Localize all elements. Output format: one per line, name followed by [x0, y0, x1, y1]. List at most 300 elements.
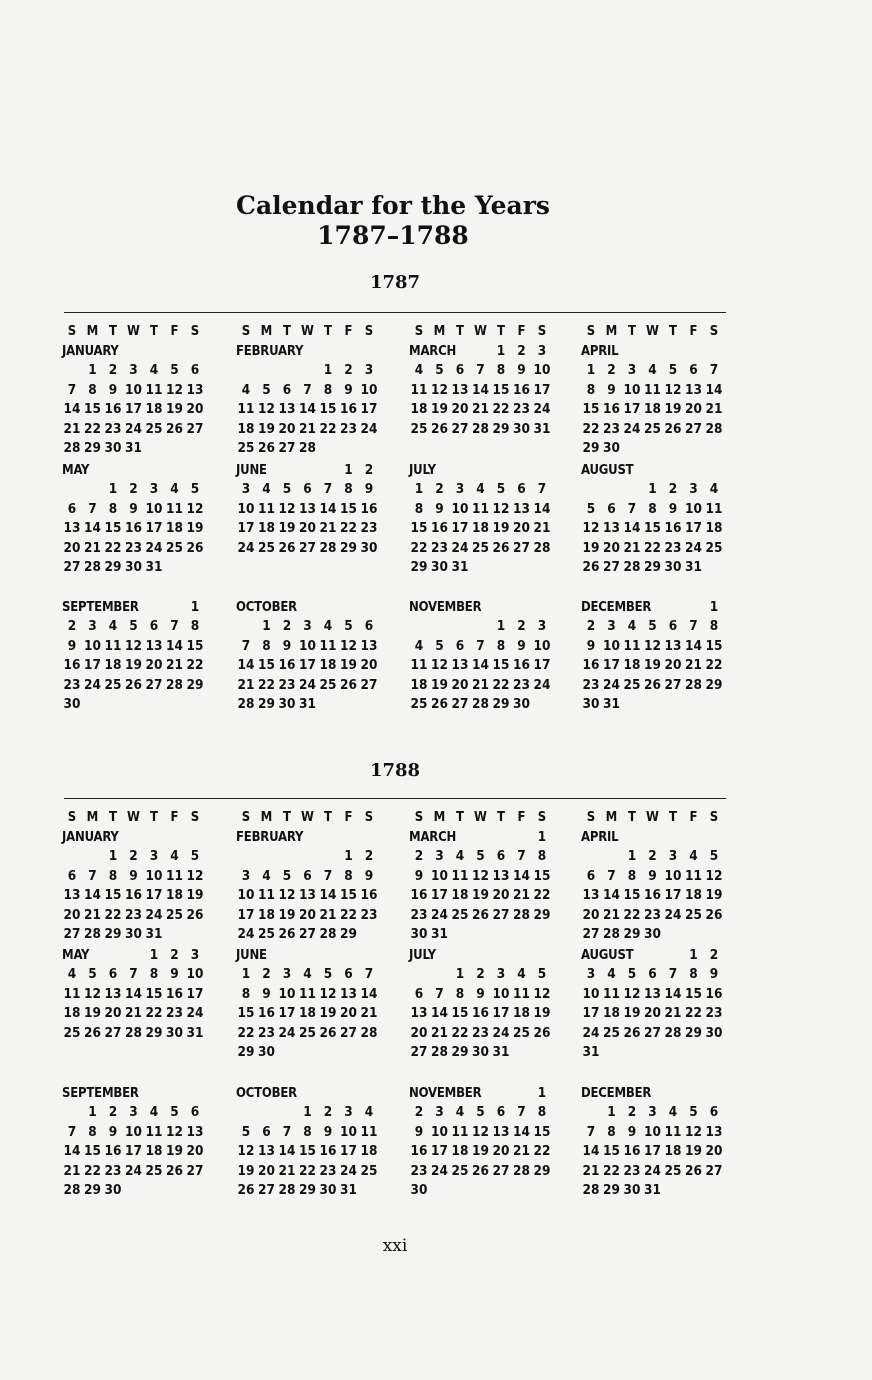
- day-number: 20: [145, 657, 163, 673]
- day-number: 22: [644, 539, 661, 556]
- day-number: 27: [299, 926, 316, 942]
- day-number: 25: [410, 696, 428, 712]
- weekday-label: S: [709, 324, 719, 339]
- week-row: [581, 695, 731, 715]
- day-number: 1: [190, 598, 200, 615]
- day-number: 31: [431, 926, 448, 942]
- week-row: [236, 925, 386, 945]
- day-number: 10: [451, 500, 469, 517]
- day-number: 4: [414, 637, 424, 654]
- day-number: 18: [410, 676, 428, 693]
- day-number: 5: [262, 381, 271, 398]
- day-number: 30: [582, 696, 600, 712]
- week-row: [581, 637, 731, 657]
- day-number: 30: [513, 696, 530, 712]
- day-number: 2: [435, 481, 444, 497]
- day-number: 28: [705, 420, 723, 437]
- day-number: 2: [414, 1104, 424, 1120]
- week-row: [409, 381, 559, 401]
- day-number: 29: [582, 440, 600, 456]
- week-row: [62, 381, 212, 401]
- day-number: 8: [648, 500, 657, 517]
- month-may-1788: [62, 946, 212, 1044]
- day-number: 22: [237, 1024, 255, 1041]
- day-number: 25: [258, 926, 275, 942]
- day-number: 17: [685, 520, 702, 536]
- day-number: 13: [258, 1143, 275, 1159]
- day-number: 13: [492, 1123, 510, 1140]
- day-number: 25: [664, 1162, 682, 1179]
- day-number: 26: [125, 676, 142, 693]
- day-number: 23: [582, 676, 600, 693]
- day-number: 1: [455, 966, 465, 982]
- day-number: 16: [513, 657, 530, 673]
- weekday-label: S: [241, 324, 251, 339]
- day-number: 31: [685, 559, 702, 575]
- day-number: 3: [129, 362, 138, 378]
- day-number: 3: [537, 618, 547, 634]
- day-number: 30: [705, 1024, 723, 1041]
- day-number: 5: [709, 848, 719, 864]
- day-number: 29: [340, 539, 357, 556]
- day-number: 8: [241, 985, 251, 1002]
- weekday-label: S: [537, 810, 547, 825]
- day-number: 7: [586, 1123, 596, 1140]
- day-number: 14: [319, 887, 337, 903]
- day-number: 9: [627, 1123, 637, 1140]
- day-number: 28: [319, 539, 337, 556]
- month-name: MARCH: [409, 829, 457, 845]
- day-number: 28: [63, 440, 81, 456]
- day-number: 8: [262, 637, 271, 654]
- day-number: 2: [668, 481, 678, 497]
- weekday-header: [409, 322, 559, 342]
- day-number: 5: [435, 637, 444, 654]
- day-number: 25: [237, 440, 255, 456]
- day-number: 19: [431, 676, 448, 693]
- day-number: 20: [664, 657, 682, 673]
- day-number: 23: [410, 906, 428, 923]
- day-number: 24: [623, 420, 641, 437]
- day-number: 6: [607, 500, 616, 517]
- day-number: 13: [186, 1123, 204, 1140]
- day-number: 20: [299, 520, 316, 536]
- day-number: 25: [705, 539, 723, 556]
- day-number: 15: [104, 520, 122, 536]
- weekday-label: S: [364, 324, 374, 339]
- day-number: 26: [472, 906, 489, 923]
- day-number: 21: [63, 420, 81, 437]
- day-number: 31: [603, 696, 620, 712]
- day-number: 13: [492, 867, 510, 884]
- day-number: 18: [513, 1005, 530, 1021]
- day-number: 16: [582, 657, 600, 673]
- day-number: 30: [603, 440, 620, 456]
- day-number: 30: [431, 559, 448, 575]
- day-number: 21: [319, 520, 337, 536]
- day-number: 19: [237, 1162, 255, 1179]
- day-number: 30: [513, 420, 530, 437]
- day-number: 26: [278, 539, 296, 556]
- week-row: [62, 637, 212, 657]
- day-number: 19: [186, 520, 204, 536]
- day-number: 18: [705, 520, 723, 536]
- day-number: 21: [472, 676, 489, 693]
- month-name: MAY: [62, 462, 90, 478]
- day-number: 23: [63, 676, 81, 693]
- day-number: 8: [88, 1123, 97, 1140]
- day-number: 30: [472, 1044, 489, 1060]
- day-number: 12: [492, 500, 510, 517]
- day-number: 22: [104, 906, 122, 923]
- day-number: 15: [582, 401, 600, 417]
- day-number: 11: [104, 637, 122, 654]
- week-row: [236, 1181, 386, 1201]
- day-number: 12: [186, 500, 204, 517]
- day-number: 14: [166, 637, 183, 654]
- day-number: 14: [623, 520, 641, 536]
- day-number: 12: [340, 637, 357, 654]
- day-number: 21: [299, 420, 316, 437]
- day-number: 27: [603, 559, 620, 575]
- day-number: 22: [582, 420, 600, 437]
- day-number: 11: [360, 1123, 378, 1140]
- day-number: 18: [644, 401, 661, 417]
- week-row: [409, 1142, 559, 1162]
- page-number: xxi: [382, 1236, 408, 1256]
- day-number: 15: [104, 887, 122, 903]
- day-number: 19: [319, 1005, 337, 1021]
- day-number: 8: [323, 381, 333, 398]
- day-number: 6: [668, 618, 678, 634]
- day-number: 7: [689, 618, 698, 634]
- day-number: 21: [623, 539, 641, 556]
- day-number: 14: [84, 520, 101, 536]
- day-number: 10: [603, 637, 620, 654]
- day-number: 10: [431, 867, 448, 884]
- day-number: 9: [517, 637, 526, 654]
- week-row: [236, 985, 386, 1005]
- day-number: 24: [582, 1024, 600, 1041]
- week-row: [236, 886, 386, 906]
- day-number: 10: [278, 985, 296, 1002]
- day-number: 6: [108, 966, 118, 982]
- day-number: 21: [533, 520, 551, 536]
- day-number: 20: [492, 887, 510, 903]
- day-number: 16: [410, 1143, 428, 1159]
- day-number: 7: [170, 618, 179, 634]
- weekday-label: F: [170, 810, 179, 825]
- day-number: 20: [186, 1143, 204, 1159]
- day-number: 15: [533, 1123, 551, 1140]
- day-number: 31: [451, 559, 469, 575]
- week-row: [409, 985, 559, 1005]
- day-number: 3: [364, 362, 374, 378]
- day-number: 11: [603, 985, 620, 1002]
- weekday-label: M: [86, 810, 99, 825]
- day-number: 28: [84, 559, 101, 575]
- day-number: 3: [241, 481, 251, 497]
- week-row: [409, 361, 559, 381]
- day-number: 28: [63, 1182, 81, 1198]
- week-row: [581, 985, 731, 1005]
- day-number: 18: [603, 1005, 620, 1021]
- day-number: 2: [67, 618, 77, 634]
- day-number: 25: [360, 1162, 378, 1179]
- day-number: 19: [685, 1143, 702, 1159]
- day-number: 4: [709, 481, 719, 497]
- day-number: 16: [644, 887, 661, 903]
- week-row: [62, 867, 212, 887]
- day-number: 13: [340, 985, 357, 1002]
- day-number: 15: [603, 1143, 620, 1159]
- weekday-label: T: [283, 810, 291, 825]
- day-number: 22: [533, 1143, 551, 1159]
- day-number: 10: [623, 381, 641, 398]
- day-number: 26: [533, 1024, 551, 1041]
- day-number: 27: [513, 539, 530, 556]
- day-number: 29: [533, 1162, 551, 1179]
- weekday-header: [581, 322, 731, 342]
- day-number: 5: [476, 848, 485, 864]
- day-number: 17: [340, 1143, 357, 1159]
- day-number: 14: [582, 1143, 600, 1159]
- day-number: 16: [603, 401, 620, 417]
- day-number: 18: [319, 657, 337, 673]
- week-row: [581, 480, 731, 500]
- week-row: [581, 656, 731, 676]
- day-number: 5: [344, 618, 353, 634]
- day-number: 5: [537, 966, 547, 982]
- month-name: APRIL: [581, 343, 619, 359]
- week-row: [236, 439, 386, 459]
- day-number: 11: [472, 500, 489, 517]
- day-number: 28: [319, 926, 337, 942]
- week-row: [409, 676, 559, 696]
- week-row: [409, 420, 559, 440]
- day-number: 26: [705, 906, 723, 923]
- day-number: 19: [533, 1005, 551, 1021]
- divider-1787: [64, 312, 726, 313]
- day-number: 20: [513, 520, 530, 536]
- week-row: [581, 965, 731, 985]
- day-number: 15: [340, 887, 357, 903]
- day-number: 20: [340, 1005, 357, 1021]
- day-number: 10: [664, 867, 682, 884]
- day-number: 9: [108, 1123, 118, 1140]
- day-number: 16: [472, 1005, 489, 1021]
- day-number: 1: [262, 618, 271, 634]
- day-number: 14: [84, 887, 101, 903]
- day-number: 10: [360, 381, 378, 398]
- day-number: 15: [258, 657, 275, 673]
- day-number: 20: [63, 539, 81, 556]
- weekday-label: W: [646, 810, 659, 825]
- day-number: 21: [360, 1005, 378, 1021]
- week-row: [236, 965, 386, 985]
- day-number: 1: [627, 848, 637, 864]
- day-number: 24: [84, 676, 101, 693]
- day-number: 2: [344, 362, 353, 378]
- day-number: 17: [237, 520, 255, 536]
- day-number: 1: [586, 362, 596, 378]
- day-number: 31: [145, 926, 163, 942]
- day-number: 26: [340, 676, 357, 693]
- weekday-label: T: [150, 810, 158, 825]
- day-number: 10: [186, 966, 204, 982]
- day-number: 19: [278, 520, 296, 536]
- day-number: 30: [125, 926, 142, 942]
- day-number: 28: [431, 1044, 448, 1060]
- day-number: 31: [125, 440, 142, 456]
- day-number: 17: [299, 657, 316, 673]
- month-january-1788: [62, 808, 212, 945]
- day-number: 16: [63, 657, 81, 673]
- day-number: 29: [299, 1182, 316, 1198]
- day-number: 14: [278, 1143, 296, 1159]
- day-number: 8: [190, 618, 200, 634]
- day-number: 10: [644, 1123, 661, 1140]
- month-march-1788: [409, 808, 559, 945]
- day-number: 28: [472, 696, 489, 712]
- day-number: 14: [705, 381, 723, 398]
- week-row: [409, 500, 559, 520]
- day-number: 20: [258, 1162, 275, 1179]
- month-december-1787: [581, 598, 731, 715]
- day-number: 10: [533, 637, 551, 654]
- week-row: [62, 558, 212, 578]
- week-row: [409, 1043, 559, 1063]
- week-row: [581, 519, 731, 539]
- day-number: 10: [340, 1123, 357, 1140]
- weekday-label: M: [86, 324, 99, 339]
- day-number: 20: [451, 401, 469, 417]
- day-number: 4: [323, 618, 333, 634]
- day-number: 17: [360, 401, 378, 417]
- month-august-1788: [581, 946, 731, 1063]
- day-number: 1: [648, 481, 657, 497]
- day-number: 6: [190, 362, 200, 378]
- day-number: 11: [166, 500, 183, 517]
- day-number: 4: [170, 848, 179, 864]
- week-row: [581, 617, 731, 637]
- day-number: 1: [323, 362, 333, 378]
- day-number: 2: [517, 618, 526, 634]
- day-number: 17: [451, 520, 469, 536]
- day-number: 28: [166, 676, 183, 693]
- month-name: NOVEMBER: [409, 599, 482, 615]
- day-number: 29: [410, 559, 428, 575]
- day-number: 14: [431, 1005, 448, 1021]
- month-november-1787: [409, 598, 559, 715]
- day-number: 12: [166, 1123, 183, 1140]
- weekday-label: S: [709, 810, 719, 825]
- day-number: 28: [125, 1024, 142, 1041]
- day-number: 21: [125, 1005, 142, 1021]
- day-number: 29: [237, 1044, 255, 1060]
- day-number: 13: [582, 887, 600, 903]
- day-number: 7: [88, 867, 97, 884]
- day-number: 2: [323, 1104, 333, 1120]
- day-number: 24: [237, 926, 255, 942]
- day-number: 6: [455, 362, 465, 378]
- month-name: APRIL: [581, 829, 619, 845]
- day-number: 16: [319, 1143, 337, 1159]
- day-number: 18: [104, 657, 122, 673]
- day-number: 3: [435, 1104, 444, 1120]
- week-row: [236, 1162, 386, 1182]
- week-row: [236, 1103, 386, 1123]
- day-number: 27: [664, 676, 682, 693]
- day-number: 2: [709, 946, 719, 963]
- month-october-1787: [236, 598, 386, 715]
- day-number: 30: [623, 1182, 641, 1198]
- weekday-label: F: [689, 324, 698, 339]
- day-number: 2: [648, 848, 657, 864]
- day-number: 31: [492, 1044, 510, 1060]
- day-number: 6: [67, 867, 77, 884]
- day-number: 24: [685, 539, 702, 556]
- day-number: 11: [644, 381, 661, 398]
- day-number: 8: [537, 1104, 547, 1120]
- day-number: 24: [340, 1162, 357, 1179]
- day-number: 20: [492, 1143, 510, 1159]
- day-number: 7: [303, 381, 312, 398]
- weekday-label: T: [669, 810, 677, 825]
- week-row: [581, 1162, 731, 1182]
- day-number: 27: [451, 696, 469, 712]
- weekday-label: M: [433, 324, 446, 339]
- week-row: [236, 500, 386, 520]
- month-name: FEBRUARY: [236, 343, 304, 359]
- day-number: 18: [145, 401, 163, 417]
- month-october-1788: [236, 1084, 386, 1201]
- day-number: 29: [451, 1044, 469, 1060]
- day-number: 1: [108, 481, 118, 497]
- day-number: 27: [685, 420, 702, 437]
- month-april-1788: [581, 808, 731, 945]
- day-number: 30: [125, 559, 142, 575]
- weekday-label: F: [170, 324, 179, 339]
- day-number: 15: [237, 1005, 255, 1021]
- day-number: 4: [627, 618, 637, 634]
- day-number: 21: [603, 906, 620, 923]
- day-number: 26: [492, 539, 510, 556]
- week-row: [62, 676, 212, 696]
- day-number: 13: [705, 1123, 723, 1140]
- day-number: 3: [496, 966, 506, 982]
- day-number: 8: [108, 500, 118, 517]
- day-number: 6: [149, 618, 159, 634]
- day-number: 25: [472, 539, 489, 556]
- day-number: 1: [149, 946, 159, 963]
- week-row: [409, 886, 559, 906]
- day-number: 29: [145, 1024, 163, 1041]
- month-name: SEPTEMBER: [62, 599, 139, 615]
- day-number: 3: [586, 966, 596, 982]
- week-row: [62, 617, 212, 637]
- day-number: 9: [648, 867, 657, 884]
- weekday-label: M: [433, 810, 446, 825]
- day-number: 8: [149, 966, 159, 982]
- day-number: 21: [84, 906, 101, 923]
- day-number: 29: [84, 1182, 101, 1198]
- day-number: 13: [513, 500, 530, 517]
- day-number: 7: [67, 381, 77, 398]
- page-title: Calendar for the Years: [236, 191, 550, 220]
- month-name: JANUARY: [62, 829, 119, 845]
- day-number: 16: [104, 401, 122, 417]
